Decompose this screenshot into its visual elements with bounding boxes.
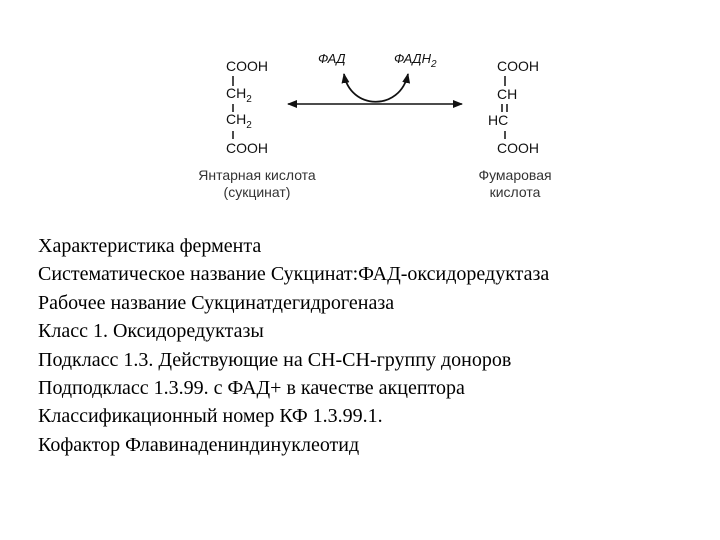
enzyme-class: Класс 1. Оксидоредуктазы	[38, 320, 264, 343]
systematic-name: Систематическое название Сукцинат:ФАД-оксидоредуктаза	[38, 263, 550, 286]
cofactor-fad-label: ФАД	[318, 51, 346, 66]
fumaric-acid-structure	[488, 58, 539, 156]
left-atom-3: CH	[226, 111, 247, 127]
right-atom-4: COOH	[497, 140, 539, 156]
right-caption-line-2: кислота	[489, 184, 541, 200]
left-atom-3-subscript: 2	[246, 120, 252, 131]
enzyme-sub-subclass: Подподкласс 1.3.99. с ФАД+ в качестве акцептора	[38, 377, 465, 400]
right-atom-2: CH	[497, 86, 518, 102]
left-caption-line-2: (сукцинат)	[223, 184, 291, 200]
cofactor-curved-arrow	[344, 74, 408, 102]
reaction-scheme	[0, 0, 720, 225]
right-caption-line-1: Фумаровая	[478, 167, 552, 183]
left-atom-1: COOH	[226, 58, 268, 74]
ec-number: Классификационный номер КФ 1.3.99.1.	[38, 405, 383, 428]
left-atom-2-subscript: 2	[246, 94, 252, 105]
working-name: Рабочее название Сукцинатдегидрогеназа	[38, 291, 395, 314]
svg-text:ФАДН2	[394, 51, 437, 70]
left-atom-2: CH	[226, 85, 247, 101]
svg-text:CH2	[226, 111, 252, 131]
enzyme-subclass: Подкласс 1.3. Действующие на CH-CH-группу доноров	[38, 348, 512, 371]
left-caption-line-1: Янтарная кислота	[198, 167, 316, 183]
succinic-acid-structure	[226, 58, 268, 156]
cofactor-fadh-subscript: 2	[430, 59, 437, 70]
svg-text:CH2	[226, 85, 252, 105]
enzyme-cofactor: Кофактор Флавинадениндинуклеотид	[38, 433, 360, 456]
right-atom-1: COOH	[497, 58, 539, 74]
enzyme-characteristics	[38, 232, 549, 459]
right-atom-3: HC	[488, 112, 509, 128]
cofactor-fadh-label: ФАДН	[394, 51, 431, 66]
info-heading: Характеристика фермента	[38, 235, 262, 257]
left-atom-4: COOH	[226, 140, 268, 156]
